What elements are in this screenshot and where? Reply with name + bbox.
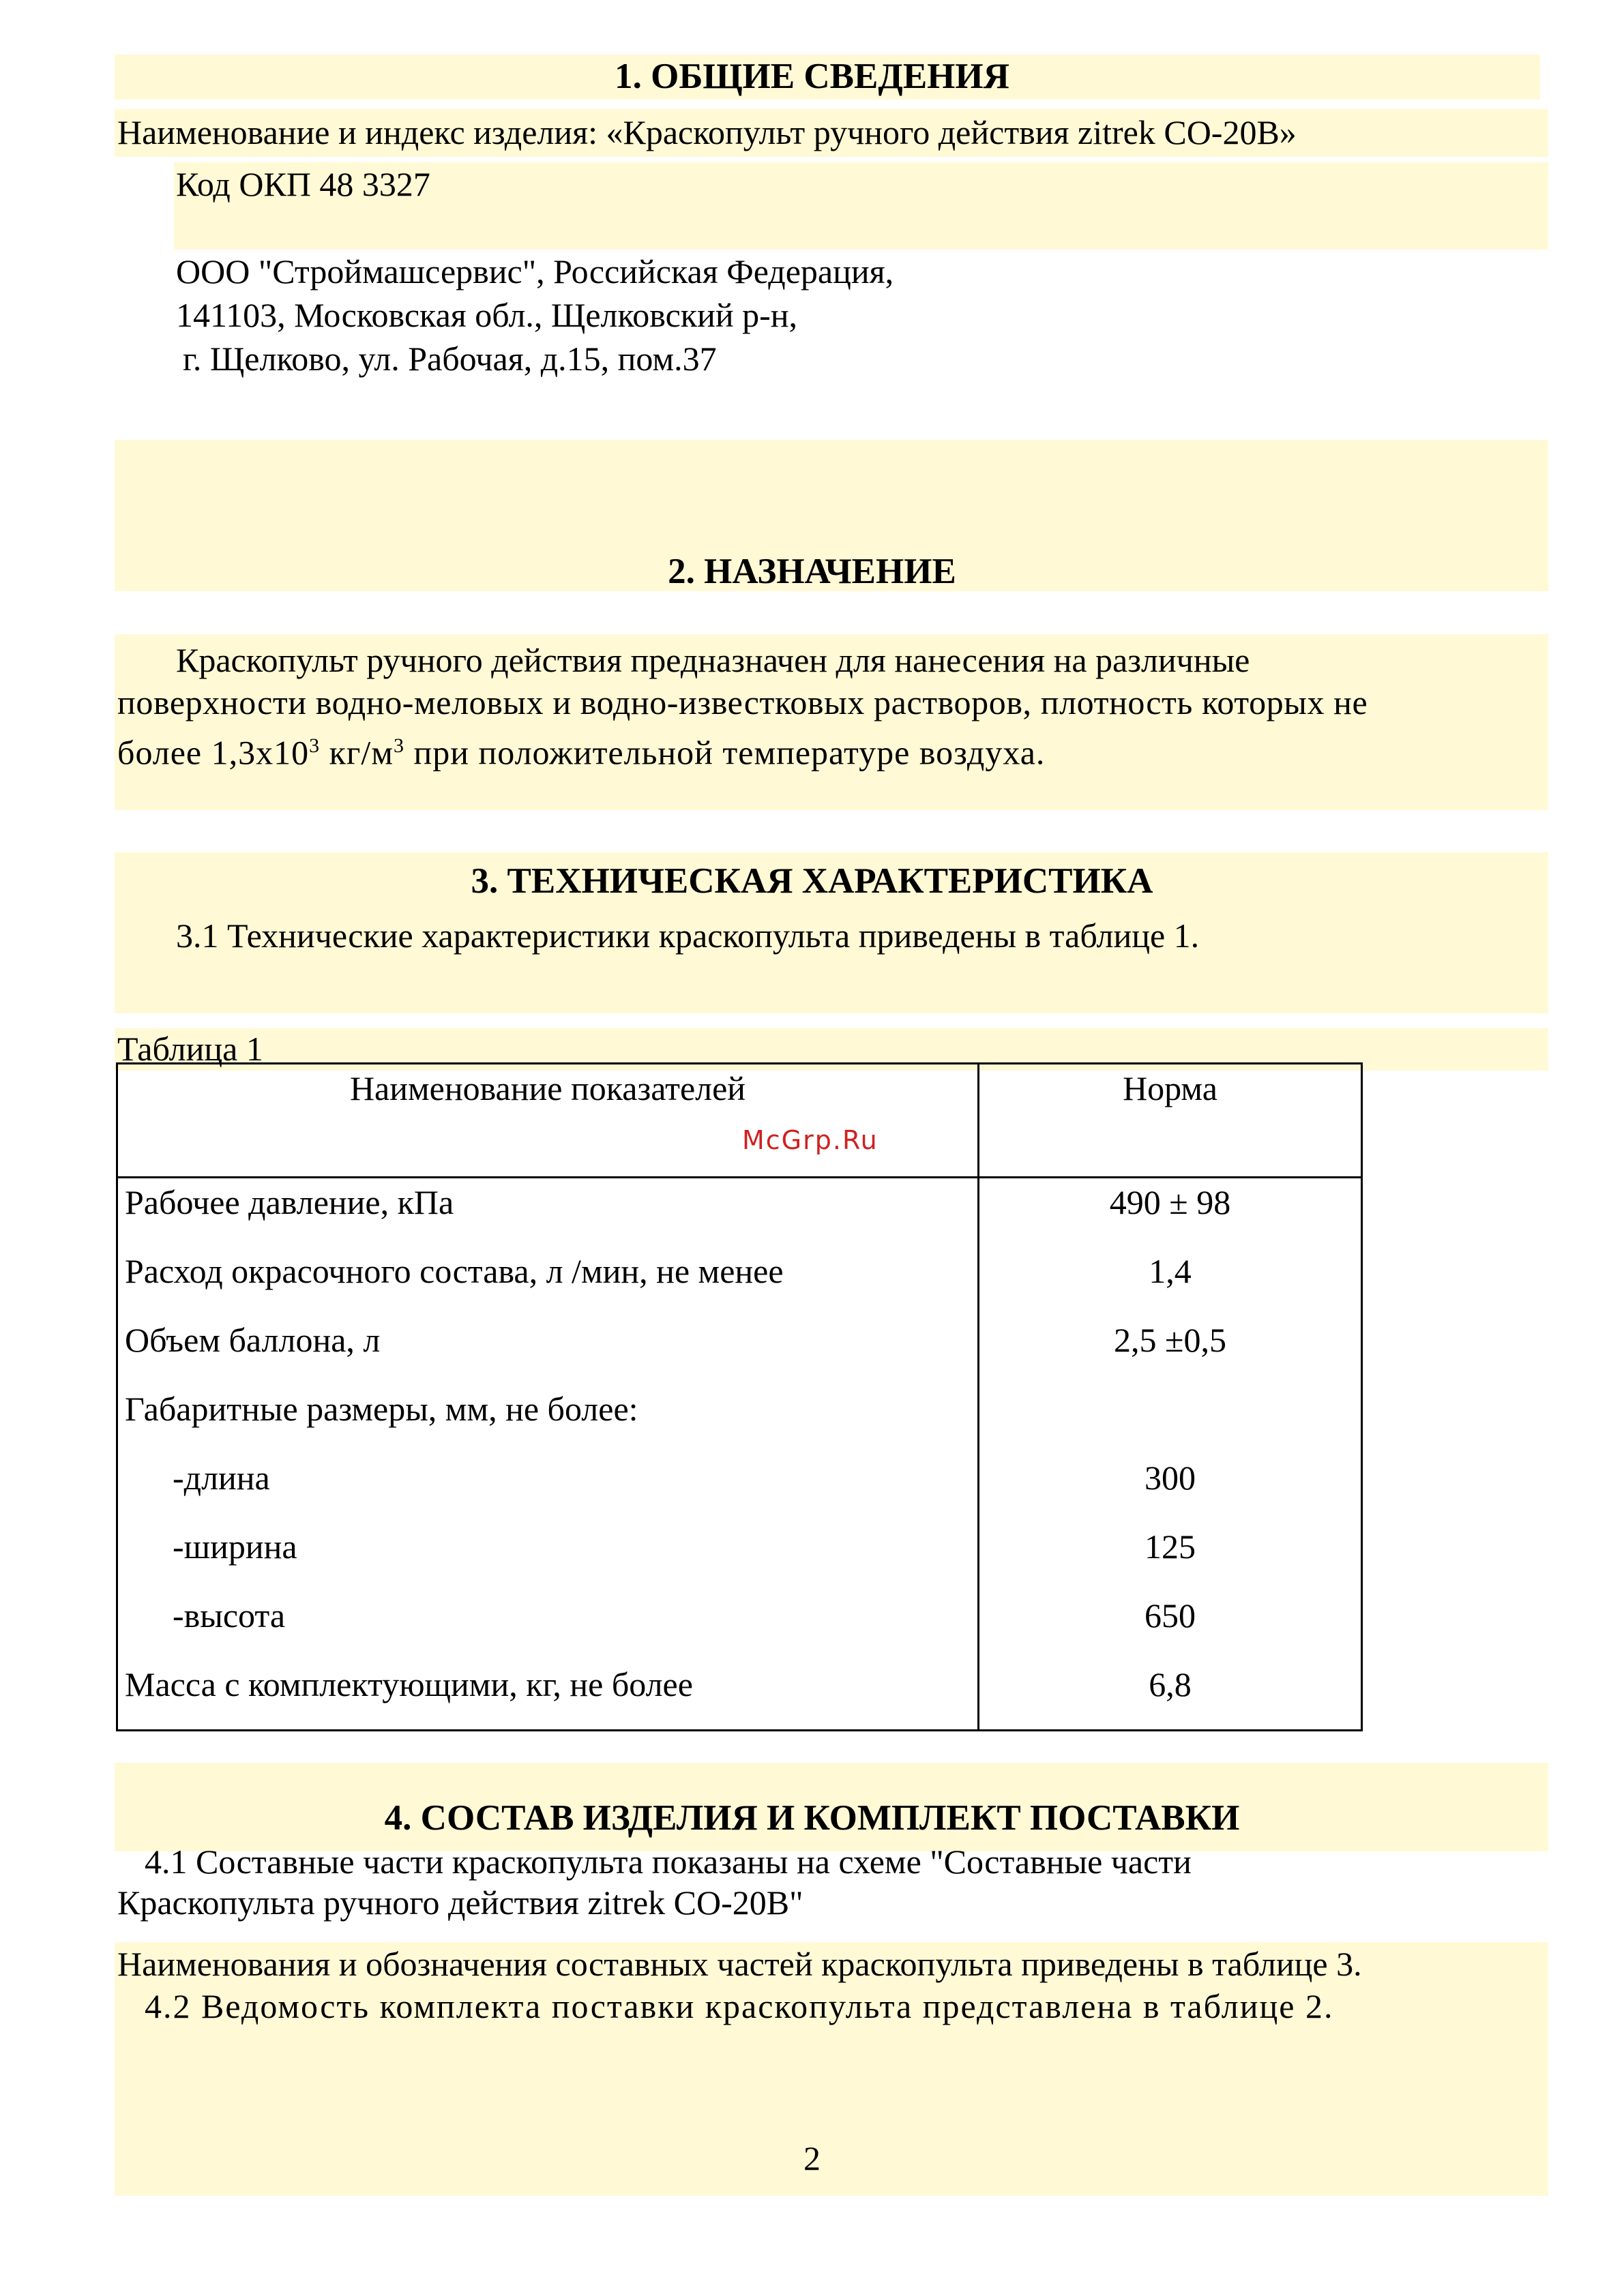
superscript: 3 bbox=[393, 734, 404, 757]
row-value: 490 ± 98 bbox=[979, 1178, 1362, 1248]
address-line-3: г. Щелково, ул. Рабочая, д.15, пом.37 bbox=[183, 340, 717, 378]
purpose-line-3-b: кг/м bbox=[320, 733, 394, 772]
row-name: Габаритные размеры, мм, не более: bbox=[117, 1385, 979, 1454]
table-caption: Таблица 1 bbox=[117, 1030, 263, 1068]
row-name: Расход окрасочного состава, л /мин, не менее bbox=[117, 1247, 979, 1316]
purpose-line-1: Краскопульт ручного действия предназначен для нанесения на различные bbox=[176, 641, 1250, 679]
table-header-row bbox=[117, 1064, 1362, 1178]
purpose-line-3-a: более 1,3х10 bbox=[117, 733, 310, 772]
section-4-heading: 4. СОСТАВ ИЗДЕЛИЯ И КОМПЛЕКТ ПОСТАВКИ bbox=[384, 1798, 1240, 1838]
table-row bbox=[117, 1523, 1362, 1592]
section-3-heading: 3. ТЕХНИЧЕСКАЯ ХАРАКТЕРИСТИКА bbox=[471, 861, 1153, 901]
table-row bbox=[117, 1178, 1362, 1248]
watermark: McGrp.Ru bbox=[742, 1125, 879, 1155]
purpose-line-3-c: при положительной температуре воздуха. bbox=[404, 733, 1046, 772]
address-line-2: 141103, Московская обл., Щелковский р-н, bbox=[176, 296, 797, 334]
composition-line-3: Наименования и обозначения составных частей краскопульта приведены в таблице 3. bbox=[117, 1945, 1362, 1983]
address-line-1: ООО "Строймашсервис", Российская Федерация, bbox=[176, 252, 894, 290]
row-name: Масса с комплектующими, кг, не более bbox=[117, 1660, 979, 1731]
row-name bbox=[117, 1454, 979, 1523]
table-intro: 3.1 Технические характеристики краскопульта приведены в таблице 1. bbox=[176, 916, 1200, 955]
row-name-text: -длина bbox=[173, 1459, 270, 1497]
purpose-line-2: поверхности водно-меловых и водно-известковых растворов, плотность которых не bbox=[117, 683, 1368, 721]
row-name-text: -высота bbox=[173, 1596, 286, 1635]
row-value: 300 bbox=[979, 1454, 1362, 1523]
row-name: Рабочее давление, кПа bbox=[117, 1178, 979, 1248]
row-value: 2,5 ±0,5 bbox=[979, 1316, 1362, 1385]
row-name bbox=[117, 1592, 979, 1660]
table-row bbox=[117, 1385, 1362, 1454]
row-value bbox=[979, 1385, 1362, 1454]
table-row bbox=[117, 1247, 1362, 1316]
composition-line-4: 4.2 Ведомость комплекта поставки краскопульта представлена в таблице 2. bbox=[145, 1987, 1334, 2025]
table-row bbox=[117, 1660, 1362, 1731]
page-number: 2 bbox=[803, 2139, 821, 2177]
row-name bbox=[117, 1523, 979, 1592]
composition-line-1: 4.1 Составные части краскопульта показаны на схеме "Составные части bbox=[145, 1843, 1192, 1881]
table-row bbox=[117, 1592, 1362, 1660]
row-value: 6,8 bbox=[979, 1660, 1362, 1731]
purpose-line-3 bbox=[117, 726, 1045, 773]
product-name-line: Наименование и индекс изделия: «Краскопульт ручного действия zitrek СО-20В» bbox=[117, 113, 1297, 151]
row-value: 125 bbox=[979, 1523, 1362, 1592]
table-row bbox=[117, 1454, 1362, 1523]
okp-code: Код ОКП 48 3327 bbox=[176, 165, 430, 203]
spec-table bbox=[116, 1062, 1363, 1731]
section-2-heading: 2. НАЗНАЧЕНИЕ bbox=[668, 552, 956, 591]
section-1-heading: 1. ОБЩИЕ СВЕДЕНИЯ bbox=[615, 57, 1009, 96]
table-header-name: Наименование показателей bbox=[117, 1064, 979, 1178]
row-name-text: -ширина bbox=[173, 1527, 297, 1566]
row-name: Объем баллона, л bbox=[117, 1316, 979, 1385]
row-value: 1,4 bbox=[979, 1247, 1362, 1316]
table-row bbox=[117, 1316, 1362, 1385]
row-value: 650 bbox=[979, 1592, 1362, 1660]
superscript: 3 bbox=[309, 734, 321, 757]
composition-line-2: Краскопульта ручного действия zitrek СО-20В" bbox=[117, 1883, 803, 1922]
table-header-value: Норма bbox=[979, 1064, 1362, 1178]
